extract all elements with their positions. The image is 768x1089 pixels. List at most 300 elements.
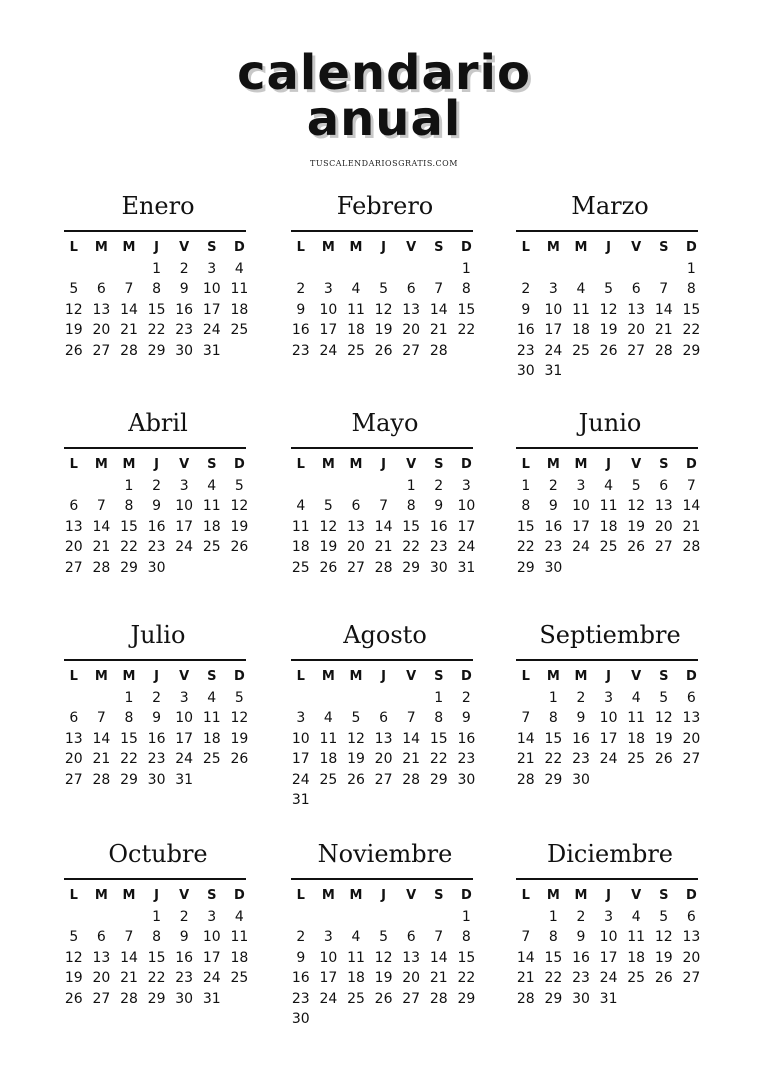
day-cell: 22: [120, 751, 138, 767]
month-agosto: [287, 617, 483, 832]
day-cell: 21: [654, 322, 673, 338]
day-cell: 8: [461, 929, 471, 945]
weekday-header: L: [296, 669, 305, 684]
day-cell: 3: [548, 281, 558, 297]
weekday-header: L: [69, 457, 78, 472]
day-cell: 15: [682, 301, 701, 318]
day-cell: 28: [429, 342, 448, 359]
day-cell: 13: [654, 498, 673, 514]
day-cell: 14: [402, 730, 421, 747]
day-cell: 27: [682, 970, 701, 986]
day-cell: 13: [402, 949, 421, 966]
empty-cell: [425, 259, 453, 280]
day-cell: 24: [599, 970, 618, 986]
day-cell: 11: [319, 730, 338, 747]
empty-cell: [370, 259, 398, 280]
day-cell: 18: [202, 518, 221, 535]
day-cell: 15: [516, 518, 535, 535]
day-cell: 18: [347, 322, 365, 338]
day-cell: 25: [230, 322, 249, 338]
day-cell: 10: [291, 730, 310, 747]
day-cell: 10: [544, 301, 563, 318]
weekday-header: V: [179, 669, 190, 684]
day-cell: 8: [152, 929, 162, 945]
day-cell: 2: [521, 281, 531, 297]
day-cell: 15: [457, 949, 476, 966]
empty-cell: [315, 476, 343, 497]
day-cell: 29: [147, 990, 166, 1007]
day-cell: 31: [544, 363, 563, 379]
day-cell: 5: [234, 477, 244, 494]
empty-cell: [287, 907, 315, 928]
day-cell: 4: [631, 908, 641, 925]
day-cell: 22: [147, 970, 166, 986]
weekday-header: D: [233, 240, 245, 255]
day-cell: 26: [599, 342, 618, 359]
day-cell: 30: [429, 559, 448, 576]
day-cell: 29: [429, 771, 448, 788]
day-cell: 10: [319, 949, 338, 966]
day-cell: 9: [296, 949, 306, 966]
day-cell: 17: [175, 730, 194, 747]
month-name: Abril: [128, 409, 188, 437]
day-cell: 17: [175, 518, 194, 535]
day-cell: 3: [179, 477, 189, 494]
day-cell: 5: [659, 908, 669, 925]
day-cell: 5: [69, 281, 79, 297]
day-cell: 17: [319, 322, 338, 338]
weekday-header: M: [94, 888, 108, 903]
weekday-header: L: [521, 669, 530, 684]
day-cell: 3: [461, 477, 471, 494]
empty-cell: [88, 907, 116, 928]
weekday-header: D: [233, 888, 245, 903]
day-cell: 25: [572, 342, 590, 359]
weekday-header: L: [296, 888, 305, 903]
day-cell: 23: [147, 751, 166, 767]
weekday-header: L: [521, 240, 530, 255]
day-cell: 16: [429, 518, 448, 535]
day-cell: 5: [604, 281, 614, 297]
day-cell: 9: [521, 301, 531, 318]
day-cell: 30: [175, 342, 194, 359]
day-cell: 20: [654, 518, 673, 535]
weekday-header: D: [685, 457, 697, 472]
day-cell: 14: [682, 498, 701, 514]
day-cell: 8: [406, 498, 416, 514]
day-cell: 4: [234, 260, 244, 277]
day-cell: 16: [175, 949, 194, 966]
page-title-line2: anual: [306, 91, 462, 147]
empty-cell: [115, 907, 143, 928]
day-cell: 5: [379, 929, 389, 945]
day-cell: 12: [64, 949, 83, 966]
month-divider: [516, 878, 698, 880]
day-cell: 7: [379, 498, 389, 514]
weekday-header: V: [406, 888, 417, 903]
day-cell: 12: [654, 929, 673, 945]
weekday-header: L: [69, 888, 78, 903]
weekday-header: D: [685, 669, 697, 684]
day-cell: 29: [147, 342, 166, 359]
day-cell: 10: [175, 498, 194, 514]
day-cell: 2: [179, 908, 189, 925]
month-divider: [64, 230, 246, 232]
day-cell: 6: [379, 710, 389, 726]
weekday-header: M: [122, 669, 136, 684]
day-cell: 19: [64, 322, 83, 338]
day-cell: 8: [686, 281, 696, 297]
day-cell: 13: [347, 518, 365, 535]
day-cell: 18: [230, 301, 249, 318]
day-cell: 21: [682, 518, 701, 535]
day-cell: 18: [599, 518, 618, 535]
weekday-header: S: [434, 240, 444, 255]
day-cell: 20: [347, 539, 365, 555]
day-cell: 24: [175, 539, 194, 555]
day-cell: 14: [120, 301, 138, 318]
day-cell: 12: [319, 518, 338, 535]
day-cell: 16: [544, 518, 563, 535]
day-cell: 18: [291, 539, 310, 555]
day-cell: 27: [654, 539, 673, 555]
month-name: Febrero: [336, 192, 434, 220]
day-cell: 27: [347, 559, 365, 576]
day-cell: 24: [457, 539, 476, 555]
day-cell: 21: [92, 539, 111, 555]
weekday-header: S: [207, 240, 217, 255]
weekday-header: M: [546, 888, 560, 903]
day-cell: 4: [351, 281, 361, 297]
day-cell: 20: [92, 322, 111, 338]
weekday-header: S: [659, 888, 669, 903]
day-cell: 7: [406, 710, 416, 726]
day-cell: 14: [374, 518, 393, 535]
day-cell: 2: [296, 929, 306, 945]
day-cell: 20: [627, 322, 646, 338]
day-grid: [60, 238, 256, 361]
day-cell: 3: [323, 929, 333, 945]
day-cell: 22: [544, 970, 563, 986]
day-cell: 6: [96, 281, 106, 297]
weekday-header: S: [207, 669, 217, 684]
weekday-header: S: [434, 888, 444, 903]
month-junio: [512, 405, 708, 620]
empty-cell: [115, 259, 143, 280]
day-cell: 22: [544, 751, 563, 767]
day-cell: 17: [599, 730, 618, 747]
empty-cell: [397, 907, 425, 928]
day-cell: 13: [374, 730, 393, 747]
weekday-header: M: [574, 888, 588, 903]
day-cell: 24: [175, 751, 194, 767]
day-cell: 9: [461, 710, 471, 726]
weekday-header: M: [546, 240, 560, 255]
day-cell: 12: [230, 498, 249, 514]
weekday-header: S: [659, 669, 669, 684]
day-cell: 21: [402, 751, 421, 767]
weekday-header: J: [606, 888, 611, 903]
day-cell: 3: [576, 477, 586, 494]
month-divider: [516, 447, 698, 449]
day-cell: 27: [92, 342, 111, 359]
day-cell: 14: [120, 949, 138, 966]
day-cell: 19: [374, 970, 393, 986]
day-cell: 23: [457, 751, 476, 767]
empty-cell: [425, 907, 453, 928]
empty-cell: [287, 688, 315, 709]
day-cell: 17: [599, 949, 618, 966]
day-cell: 18: [347, 970, 365, 986]
weekday-header: M: [321, 888, 335, 903]
weekday-header: J: [154, 240, 159, 255]
day-cell: 6: [659, 477, 669, 494]
weekday-header: J: [606, 457, 611, 472]
empty-cell: [88, 476, 116, 497]
weekday-header: V: [179, 457, 190, 472]
month-name: Enero: [121, 192, 195, 220]
weekday-header: S: [659, 457, 669, 472]
day-cell: 7: [124, 929, 134, 945]
day-cell: 19: [230, 730, 249, 747]
empty-cell: [315, 907, 343, 928]
day-cell: 19: [230, 518, 249, 535]
empty-cell: [88, 688, 116, 709]
day-cell: 12: [374, 301, 393, 318]
day-cell: 17: [291, 751, 310, 767]
day-cell: 19: [374, 322, 393, 338]
weekday-header: L: [69, 240, 78, 255]
weekday-header: M: [321, 457, 335, 472]
weekday-header: D: [233, 457, 245, 472]
day-cell: 3: [179, 689, 189, 706]
day-cell: 30: [147, 771, 166, 788]
empty-cell: [622, 259, 650, 280]
day-cell: 1: [152, 908, 162, 925]
day-cell: 23: [572, 751, 590, 767]
weekday-header: S: [434, 669, 444, 684]
day-cell: 29: [120, 771, 138, 788]
empty-cell: [512, 907, 540, 928]
weekday-header: M: [546, 457, 560, 472]
day-cell: 1: [461, 908, 471, 925]
weekday-header: M: [94, 240, 108, 255]
day-cell: 21: [120, 322, 138, 338]
month-septiembre: [512, 617, 708, 832]
day-cell: 11: [347, 301, 365, 318]
day-cell: 7: [96, 710, 106, 726]
day-cell: 20: [374, 751, 393, 767]
weekday-header: L: [296, 457, 305, 472]
empty-cell: [370, 476, 398, 497]
day-cell: 20: [402, 970, 421, 986]
month-name: Marzo: [571, 192, 649, 220]
day-cell: 14: [516, 949, 535, 966]
weekday-header: V: [631, 669, 642, 684]
day-cell: 2: [576, 689, 586, 706]
day-cell: 6: [69, 498, 79, 514]
day-cell: 21: [92, 751, 111, 767]
month-name: Julio: [130, 621, 186, 649]
weekday-header: V: [406, 457, 417, 472]
day-cell: 17: [319, 970, 338, 986]
day-cell: 5: [323, 498, 333, 514]
day-cell: 29: [544, 771, 563, 788]
weekday-header: L: [69, 669, 78, 684]
day-cell: 1: [434, 689, 444, 706]
day-cell: 9: [296, 301, 306, 318]
day-cell: 7: [434, 929, 444, 945]
weekday-header: V: [406, 240, 417, 255]
day-cell: 18: [319, 751, 338, 767]
day-cell: 9: [179, 929, 189, 945]
weekday-header: D: [460, 669, 472, 684]
weekday-header: M: [349, 240, 363, 255]
day-cell: 9: [434, 498, 444, 514]
day-cell: 13: [92, 949, 111, 966]
day-cell: 15: [544, 730, 563, 747]
day-cell: 26: [654, 751, 673, 767]
day-cell: 11: [202, 710, 221, 726]
weekday-header: D: [685, 888, 697, 903]
day-cell: 17: [202, 301, 221, 318]
month-name: Septiembre: [539, 621, 681, 649]
day-cell: 24: [319, 990, 338, 1007]
day-cell: 20: [402, 322, 421, 338]
day-cell: 14: [654, 301, 673, 318]
weekday-header: J: [381, 888, 386, 903]
day-cell: 11: [572, 301, 590, 318]
month-octubre: [60, 836, 256, 1051]
day-cell: 24: [599, 751, 618, 767]
day-cell: 17: [544, 322, 563, 338]
day-cell: 2: [434, 477, 444, 494]
day-cell: 13: [682, 710, 701, 726]
empty-cell: [512, 259, 540, 280]
day-cell: 16: [291, 322, 310, 338]
empty-cell: [88, 259, 116, 280]
day-cell: 14: [429, 949, 448, 966]
day-cell: 7: [434, 281, 444, 297]
day-cell: 24: [319, 342, 338, 359]
day-cell: 20: [64, 751, 83, 767]
day-cell: 30: [291, 1011, 310, 1027]
month-divider: [516, 230, 698, 232]
weekday-header: L: [296, 240, 305, 255]
day-cell: 4: [576, 281, 586, 297]
day-cell: 6: [406, 281, 416, 297]
day-cell: 25: [202, 751, 221, 767]
day-cell: 14: [429, 301, 448, 318]
day-cell: 19: [627, 518, 646, 535]
day-cell: 1: [521, 477, 531, 494]
day-cell: 5: [631, 477, 641, 494]
empty-cell: [342, 907, 370, 928]
day-cell: 15: [120, 730, 138, 747]
day-cell: 10: [572, 498, 590, 514]
month-divider: [64, 447, 246, 449]
day-cell: 29: [682, 342, 701, 359]
day-cell: 27: [374, 771, 393, 788]
empty-cell: [567, 259, 595, 280]
empty-cell: [512, 688, 540, 709]
day-cell: 3: [323, 281, 333, 297]
day-cell: 9: [179, 281, 189, 297]
day-cell: 28: [654, 342, 673, 359]
day-cell: 16: [457, 730, 476, 747]
day-cell: 20: [92, 970, 111, 986]
day-cell: 7: [96, 498, 106, 514]
weekday-header: J: [381, 240, 386, 255]
day-cell: 25: [627, 970, 646, 986]
day-cell: 30: [457, 771, 476, 788]
month-julio: [60, 617, 256, 832]
day-cell: 11: [230, 929, 249, 945]
day-cell: 22: [682, 322, 701, 338]
day-cell: 9: [152, 498, 162, 514]
day-cell: 5: [379, 281, 389, 297]
day-cell: 15: [147, 949, 166, 966]
day-cell: 11: [627, 710, 646, 726]
day-cell: 23: [291, 990, 310, 1007]
day-cell: 8: [434, 710, 444, 726]
day-cell: 2: [152, 689, 162, 706]
day-cell: 10: [202, 281, 221, 297]
weekday-header: S: [434, 457, 444, 472]
day-cell: 30: [572, 990, 590, 1007]
website-subtitle: TUSCALENDARIOSGRATIS.COM: [310, 159, 458, 168]
day-cell: 3: [207, 908, 217, 925]
weekday-header: M: [321, 669, 335, 684]
day-cell: 22: [120, 539, 138, 555]
day-cell: 18: [230, 949, 249, 966]
day-cell: 21: [429, 322, 448, 338]
month-divider: [291, 230, 473, 232]
month-febrero: [287, 188, 483, 403]
empty-cell: [370, 688, 398, 709]
weekday-header: D: [460, 457, 472, 472]
day-cell: 3: [604, 908, 614, 925]
day-cell: 4: [604, 477, 614, 494]
weekday-header: V: [631, 240, 642, 255]
day-cell: 23: [429, 539, 448, 555]
day-cell: 26: [230, 539, 249, 555]
day-cell: 27: [64, 771, 83, 788]
month-diciembre: [512, 836, 708, 1051]
day-cell: 13: [92, 301, 111, 318]
day-cell: 19: [599, 322, 618, 338]
weekday-header: L: [521, 888, 530, 903]
day-cell: 12: [627, 498, 646, 514]
day-cell: 17: [572, 518, 590, 535]
month-noviembre: [287, 836, 483, 1051]
month-divider: [64, 659, 246, 661]
day-cell: 4: [631, 689, 641, 706]
day-cell: 10: [202, 929, 221, 945]
day-cell: 26: [627, 539, 646, 555]
weekday-header: V: [631, 888, 642, 903]
empty-cell: [60, 907, 88, 928]
day-cell: 31: [291, 792, 310, 808]
day-cell: 7: [124, 281, 134, 297]
day-cell: 30: [516, 363, 535, 379]
day-cell: 17: [457, 518, 476, 535]
day-cell: 16: [572, 730, 590, 747]
day-cell: 27: [682, 751, 701, 767]
day-cell: 19: [319, 539, 338, 555]
month-enero: [60, 188, 256, 403]
page-title-line1: calendario: [237, 45, 531, 101]
